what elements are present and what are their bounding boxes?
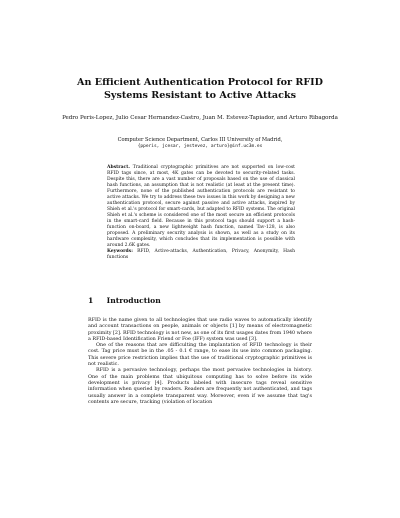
body-paragraph: One of the reasons that are difficulting the implantation of RFID technology is their cost. Tag price must be in the .05 - 0.1 € range, to ease its use into common packaging. This severe price restriction implies that the use of traditional cryptographic primitives is not realistic.: [88, 342, 312, 368]
section-number: 1: [88, 296, 94, 305]
section-heading: [88, 296, 338, 306]
affiliation: Computer Science Department, Carlos III University of Madrid,: [117, 137, 283, 143]
abstract-text: Traditional cryptographic primitives are not supported on low-cost RFID tags since, at most, 4K gates can be devoted to security-related tasks. Despite this, there are a vast number of proposals based on the use of classical hash functions, an assumption that is not realistic (at least at the present time). Furthermore, none of the published authentication protocols are resistant to active attacks. We try to address these two issues in this work by designing a new authentication protocol, secure against passive and active attacks, inspired by Shieh et al.'s protocol for smart-cards, but adapted to RFID systems. The original Shieh et al.'s scheme is considered one of the most secure an efficient protocols in the smart-card field. Because in this protocol tags should support a hash-function on-board, a new lightweight hash function, named Tav-128, is also proposed. A preliminary security analysis is shown, as well as a study on its hardware complexity, which concludes that its implementation is possible with around 2.6K gates.: [107, 165, 295, 248]
author-list: Pedro Peris-Lopez, Julio Cesar Hernandez-Castro, Juan M. Estevez-Tapiador, and Arturo Ribagorda: [62, 115, 338, 121]
paper-title: An Efficient Authentication Protocol for RFID Systems Resistant to Active Attacks: [77, 77, 323, 101]
abstract-paragraph: [107, 165, 295, 249]
abstract-block: [107, 165, 295, 261]
keywords-paragraph: [107, 249, 295, 261]
keywords-text: RFID, Active-attacks, Authentication, Privacy, Anonymity, Hash functions: [107, 249, 295, 260]
body-paragraph: RFID is the name given to all technologies that use radio waves to automatically identify and account transactions on people, animals or objects [1] by means of electromagnetic proximity [2]. RFID technology is not new, as one of its first usages dates from 1940 where a RFID-based Identification Friend or Foe (IFF) system was used [3].: [88, 317, 312, 342]
body-paragraph: RFID is a pervasive technology, perhaps the most pervasive technologies in history. One of the main problems that ubiquitous computing has to solve before its wide development is privacy [4]. Products labeled with insecure tags reveal sensitive information when queried by readers. Readers are frequently not authenticated, and tags usually answer in a complete transparent way. Moreover, even if we assume that tag's contents are secure, tracking (violation of location: [88, 367, 312, 405]
keywords-label: Keywords:: [107, 249, 133, 254]
author-emails: {pperis, jcesar, jestevez, arturo}@inf.uc3m.es: [137, 143, 263, 149]
section-title: Introduction: [106, 296, 161, 305]
body-text: [88, 317, 312, 405]
abstract-label: Abstract.: [107, 165, 130, 170]
affiliation-block: [60, 137, 340, 151]
